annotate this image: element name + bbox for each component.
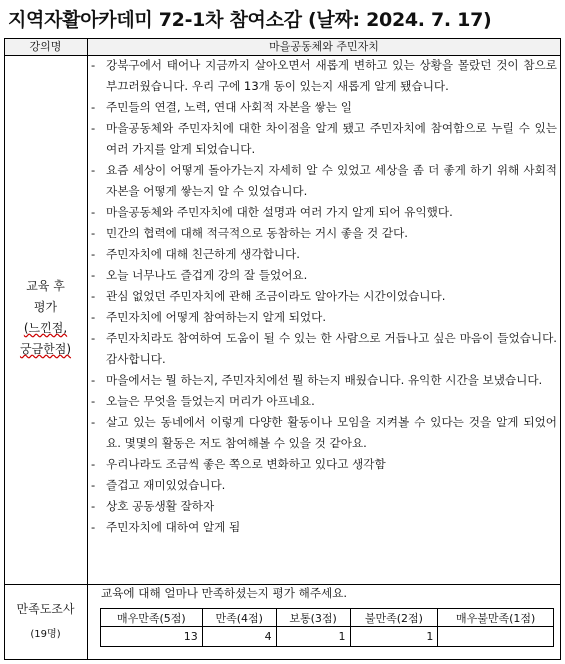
dash-marker: - bbox=[91, 268, 96, 282]
satisfaction-label bbox=[4, 600, 87, 640]
evaluation-label-line4: 궁금한점) bbox=[19, 342, 72, 356]
evaluation-item-text: 살고 있는 동네에서 이렇게 다양한 활동이나 모임을 지켜볼 수 있다는 것을 알게 되었어요. 몇몇의 활동은 저도 참여해볼 수 있을 것 같아요. bbox=[106, 415, 557, 450]
dash-marker: - bbox=[91, 457, 96, 471]
satisfaction-table bbox=[100, 608, 554, 647]
rating-header: 매우만족(5점) bbox=[101, 609, 203, 627]
dash-marker: - bbox=[91, 121, 96, 135]
dash-marker: - bbox=[91, 415, 96, 429]
satisfaction-label-text: 만족도조사 bbox=[16, 602, 75, 616]
evaluation-item-text: 요즘 세상이 어떻게 돌아가는지 자세히 알 수 있었고 세상을 좀 더 좋게 하기 위해 사회적 자본을 어떻게 쌓는지 알 수 있었습니다. bbox=[106, 163, 557, 198]
evaluation-item bbox=[91, 160, 557, 202]
dash-marker: - bbox=[91, 331, 96, 345]
rating-header: 매우불만족(1점) bbox=[438, 609, 554, 627]
satisfaction-header-row bbox=[101, 609, 554, 627]
evaluation-item bbox=[91, 328, 557, 370]
evaluation-label bbox=[4, 276, 87, 360]
evaluation-item bbox=[91, 97, 557, 118]
evaluation-item-text: 주민자치라도 참여하여 도움이 될 수 있는 한 사람으로 거듭나고 싶은 마음이 들었습니다. 감사합니다. bbox=[106, 331, 557, 366]
evaluation-item bbox=[91, 244, 557, 265]
evaluation-item-text: 상호 공동생활 잘하자 bbox=[106, 499, 215, 513]
evaluation-item-text: 주민들의 연결, 노력, 연대 사회적 자본을 쌓는 일 bbox=[106, 100, 352, 114]
evaluation-item-text: 강북구에서 태어나 지금까지 살아오면서 새롭게 변하고 있는 상황을 몰랐던 것이 참으로 부끄러웠습니다. 우리 구에 13개 동이 있는지 새롭게 알게 됐습니다. bbox=[106, 58, 557, 93]
evaluation-item-text: 관심 없었던 주민자치에 관해 조금이라도 알아가는 시간이었습니다. bbox=[106, 289, 446, 303]
evaluation-item-text: 주민자치에 대하여 알게 됨 bbox=[106, 520, 241, 534]
evaluation-item-text: 민간의 협력에 대해 적극적으로 동참하는 거시 좋을 것 같다. bbox=[106, 226, 408, 240]
rating-header: 불만족(2점) bbox=[350, 609, 438, 627]
dash-marker: - bbox=[91, 520, 96, 534]
evaluation-item-text: 마을공동체와 주민자치에 대한 차이점을 알게 됐고 주민자치에 참여함으로 누릴 수 있는 여러 가지를 알게 되었습니다. bbox=[106, 121, 557, 156]
header-lecture-name-label: 강의명 bbox=[4, 38, 87, 55]
dash-marker: - bbox=[91, 205, 96, 219]
evaluation-label-line3: (느낀점, bbox=[23, 321, 68, 335]
rating-count: 4 bbox=[202, 627, 276, 647]
evaluation-item bbox=[91, 202, 557, 223]
rating-count: 1 bbox=[350, 627, 438, 647]
evaluation-item-text: 즐겁고 재미있었습니다. bbox=[106, 478, 226, 492]
evaluation-item-text: 주민자치에 어떻게 참여하는지 알게 되었다. bbox=[106, 310, 327, 324]
rating-count: 13 bbox=[101, 627, 203, 647]
dash-marker: - bbox=[91, 226, 96, 240]
evaluation-item bbox=[91, 265, 557, 286]
satisfaction-question: 교육에 대해 얼마나 만족하셨는지 평가 해주세요. bbox=[101, 586, 348, 600]
satisfaction-value-row bbox=[101, 627, 554, 647]
rating-count: 1 bbox=[276, 627, 350, 647]
evaluation-item-text: 주민자치에 대해 친근하게 생각합니다. bbox=[106, 247, 300, 261]
evaluation-item-text: 마을에서는 뭘 하는지, 주민자치에선 뭘 하는지 배웠습니다. 유익한 시간을 보냈습니다. bbox=[106, 373, 543, 387]
evaluation-item bbox=[91, 307, 557, 328]
dash-marker: - bbox=[91, 289, 96, 303]
dash-marker: - bbox=[91, 100, 96, 114]
rating-count bbox=[438, 627, 554, 647]
evaluation-item bbox=[91, 55, 557, 97]
dash-marker: - bbox=[91, 58, 96, 72]
rating-header: 보통(3점) bbox=[276, 609, 350, 627]
header-lecture-title: 마을공동체와 주민자치 bbox=[88, 38, 560, 55]
evaluation-item bbox=[91, 454, 557, 475]
evaluation-item-text: 오늘 너무나도 즐겁게 강의 잘 들었어요. bbox=[106, 268, 308, 282]
evaluation-item bbox=[91, 391, 557, 412]
dash-marker: - bbox=[91, 247, 96, 261]
evaluation-label-line2: 평가 bbox=[33, 300, 58, 314]
dash-marker: - bbox=[91, 163, 96, 177]
rating-header: 만족(4점) bbox=[202, 609, 276, 627]
dash-marker: - bbox=[91, 478, 96, 492]
evaluation-label-line1: 교육 후 bbox=[26, 279, 65, 293]
evaluation-item bbox=[91, 370, 557, 391]
evaluation-item bbox=[91, 475, 557, 496]
evaluation-item bbox=[91, 223, 557, 244]
evaluation-item-text: 우리나라도 조금씩 좋은 쪽으로 변화하고 있다고 생각함 bbox=[106, 457, 386, 471]
respondent-count: (19명) bbox=[30, 629, 61, 640]
evaluation-list bbox=[91, 55, 557, 538]
evaluation-item-text: 마을공동체와 주민자치에 대한 설명과 여러 가지 알게 되어 유익했다. bbox=[106, 205, 453, 219]
document-title: 지역자활아카데미 72-1차 참여소감 (날짜: 2024. 7. 17) bbox=[8, 9, 492, 31]
evaluation-item bbox=[91, 412, 557, 454]
dash-marker: - bbox=[91, 373, 96, 387]
evaluation-item bbox=[91, 118, 557, 160]
evaluation-item bbox=[91, 517, 557, 538]
dash-marker: - bbox=[91, 394, 96, 408]
evaluation-item-text: 오늘은 무엇을 들었는지 머리가 아프네요. bbox=[106, 394, 315, 408]
dash-marker: - bbox=[91, 310, 96, 324]
dash-marker: - bbox=[91, 499, 96, 513]
column-divider bbox=[87, 38, 88, 660]
evaluation-item bbox=[91, 496, 557, 517]
evaluation-item bbox=[91, 286, 557, 307]
